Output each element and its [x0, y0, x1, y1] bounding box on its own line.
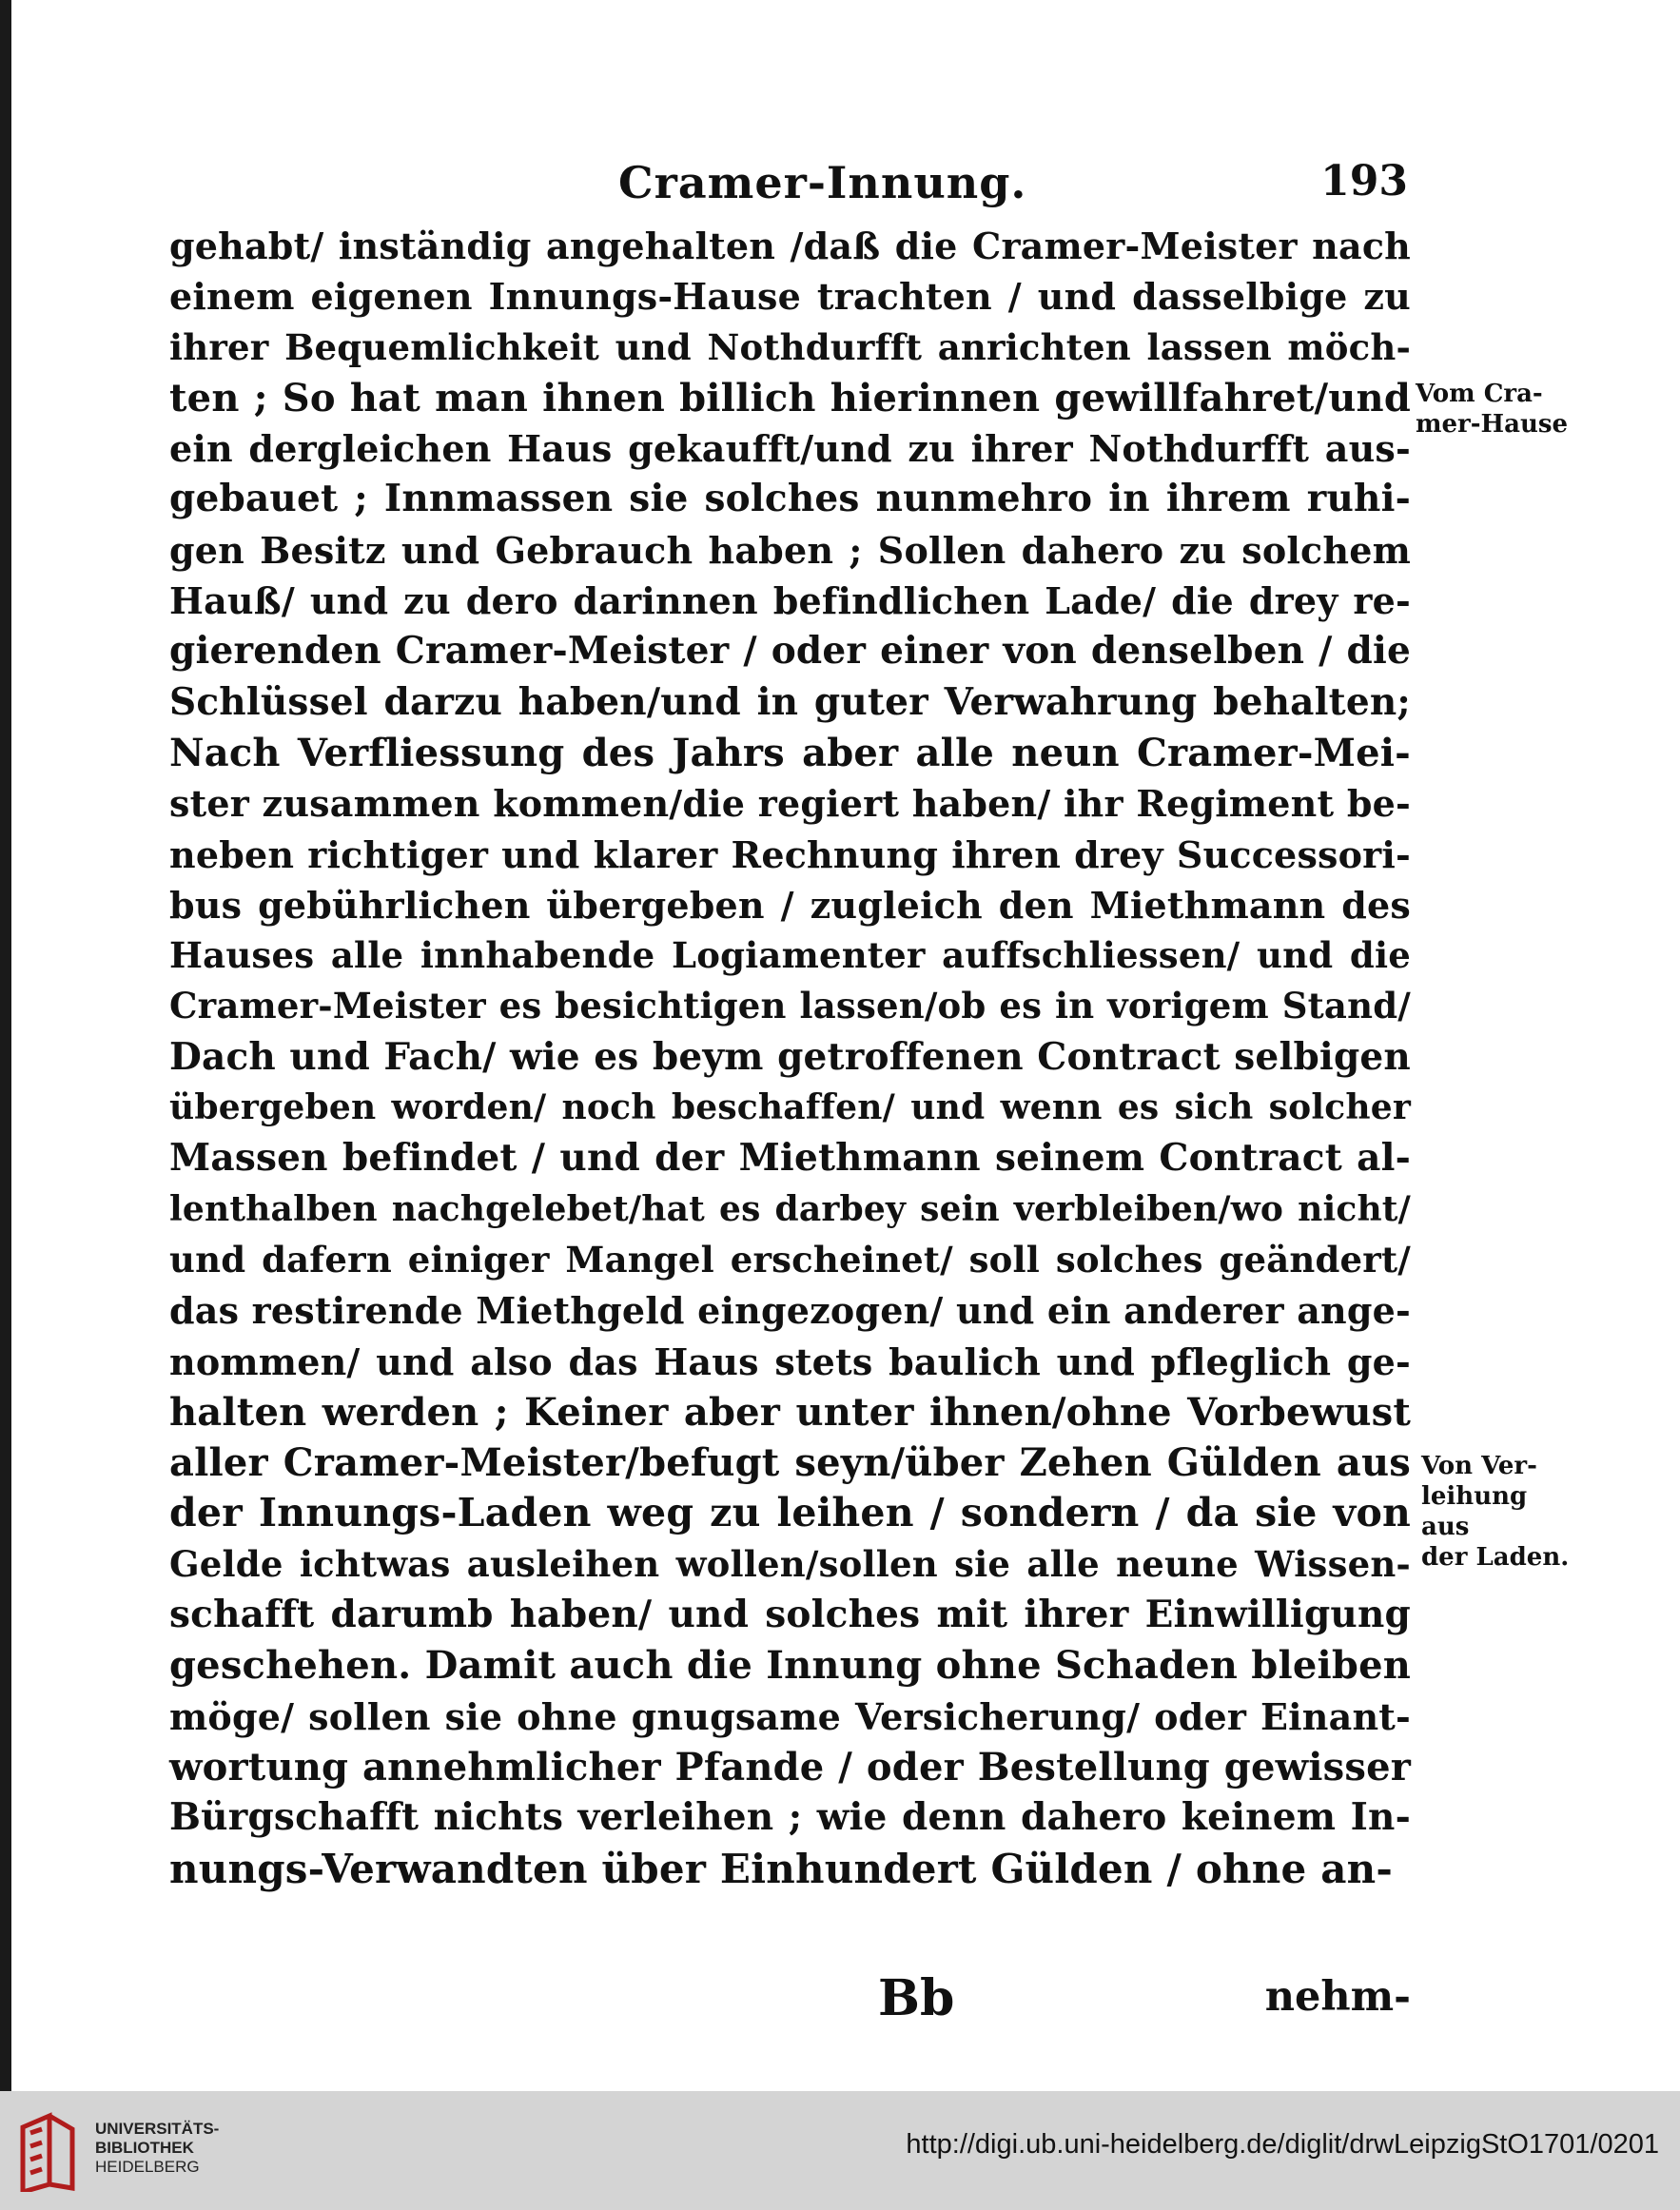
text-line: Nach Verfliessung des Jahrs aber alle neun Cramer-Mei-	[169, 730, 1411, 775]
text-line: ein dergleichen Haus gekaufft/und zu ihrer Nothdurfft aus-	[169, 427, 1411, 471]
text-line: das restirende Miethgeld eingezogen/ und ein anderer ange-	[169, 1289, 1411, 1333]
text-line: Massen befindet / und der Miethmann seinem Contract al-	[169, 1136, 1411, 1181]
text-line: halten werden ; Keiner aber unter ihnen/ohne Vorbewust	[169, 1389, 1411, 1435]
text-line: gehabt/ inständig angehalten /daß die Cramer-Meister nach	[169, 225, 1411, 267]
library-name	[95, 2120, 219, 2177]
text-line: aller Cramer-Meister/befugt seyn/über Zehen Gülden aus	[169, 1440, 1411, 1486]
page-number: 193	[1320, 157, 1408, 205]
library-name-line: HEIDELBERG	[95, 2158, 200, 2176]
library-name-line: UNIVERSITÄTS-	[95, 2120, 220, 2138]
running-title: Cramer-Innung.	[618, 157, 1027, 208]
text-line: ster zusammen kommen/die regiert haben/ ihr Regiment be-	[169, 782, 1411, 826]
page-edge	[0, 0, 11, 2093]
text-line: gebauet ; Innmassen sie solches nunmehro in ihrem ruhi-	[169, 477, 1411, 521]
text-line: Schlüssel darzu haben/und in guter Verwahrung behalten;	[169, 679, 1411, 724]
text-line: einem eigenen Innungs-Hause trachten / und dasselbige zu	[169, 275, 1411, 319]
text-line: Cramer-Meister es besichtigen lassen/ob es in vorigem Stand/	[169, 985, 1411, 1027]
text-line: Dach und Fach/ wie es beym getroffenen Contract selbigen	[169, 1034, 1411, 1079]
margin-note-vom-cramer-hause	[1416, 379, 1577, 440]
permalink-url[interactable]: http://digi.ub.uni-heidelberg.de/diglit/drwLeipzigStO1701/0201	[906, 2129, 1659, 2160]
text-line: der Innungs-Laden weg zu leihen / sondern / da sie von	[169, 1490, 1411, 1536]
margin-note-line: der Laden.	[1421, 1543, 1570, 1572]
text-line: möge/ sollen sie ohne gnugsame Versicherung/ oder Einant-	[169, 1694, 1411, 1738]
page-header	[618, 157, 1408, 214]
text-line: nungs-Verwandten über Einhundert Gülden / ohne an-	[169, 1845, 1394, 1892]
library-name-line: BIBLIOTHEK	[95, 2139, 194, 2157]
text-line: und dafern einiger Mangel erscheinet/ soll solches geändert/	[169, 1238, 1411, 1281]
margin-note-line: Von Ver-	[1421, 1452, 1537, 1480]
text-line: ihrer Bequemlichkeit und Nothdurfft anrichten lassen möch-	[169, 325, 1411, 368]
page-footer	[169, 1969, 1411, 2026]
text-line: geschehen. Damit auch die Innung ohne Schaden bleiben	[169, 1643, 1411, 1689]
text-line: Hauses alle innhabende Logiamenter auffschliessen/ und die	[169, 934, 1411, 977]
text-line: gen Besitz und Gebrauch haben ; Sollen dahero zu solchem	[169, 528, 1411, 572]
university-library-logo-icon	[17, 2108, 76, 2192]
text-line: wortung annehmlicher Pfande / oder Bestellung gewisser	[169, 1744, 1411, 1790]
margin-note-von-verleihung	[1421, 1451, 1583, 1573]
signature-mark: Bb	[878, 1969, 955, 2027]
margin-note-line: Vom Cra-	[1416, 380, 1543, 408]
text-line: neben richtiger und klarer Rechnung ihren drey Successori-	[169, 832, 1411, 876]
body-text	[169, 221, 1411, 1894]
text-line: ten ; So hat man ihnen billich hierinnen gewillfahret/und	[169, 375, 1411, 420]
text-line: Hauß/ und zu dero darinnen befindlichen Lade/ die drey re-	[169, 579, 1411, 623]
margin-note-line: mer-Hause	[1416, 410, 1569, 439]
text-line: Gelde ichtwas ausleihen wollen/sollen sie alle neune Wissen-	[169, 1542, 1411, 1585]
text-line: Bürgschafft nichts verleihen ; wie denn dahero keinem In-	[169, 1795, 1411, 1840]
text-line: schafft darumb haben/ und solches mit ihrer Einwilligung	[169, 1593, 1411, 1637]
text-line: nommen/ und also das Haus stets baulich und pfleglich ge-	[169, 1340, 1411, 1383]
text-line: bus gebührlichen übergeben / zugleich den Miethmann des	[169, 883, 1411, 927]
viewer-footer-bar	[0, 2091, 1680, 2210]
catchword: nehm-	[1264, 1973, 1411, 2021]
margin-note-line: leihung aus	[1421, 1482, 1528, 1541]
text-line: lenthalben nachgelebet/hat es darbey sein verbleiben/wo nicht/	[169, 1188, 1411, 1229]
text-line: übergeben worden/ noch beschaffen/ und wenn es sich solcher	[169, 1087, 1411, 1128]
text-line: gierenden Cramer-Meister / oder einer von denselben / die	[169, 629, 1411, 674]
